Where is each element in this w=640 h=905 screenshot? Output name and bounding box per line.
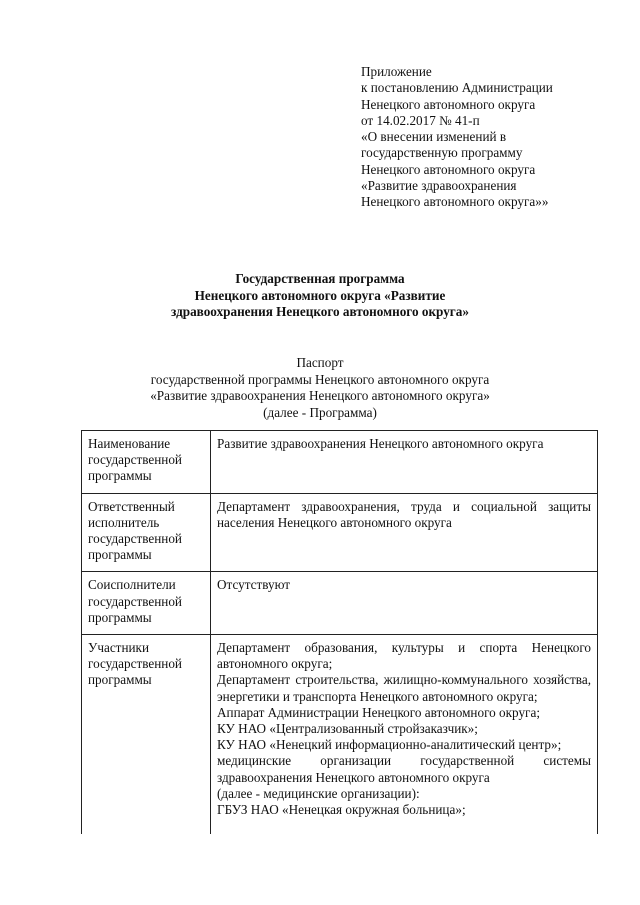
label-line: государственной [88, 452, 182, 468]
label-line: исполнитель [88, 514, 160, 530]
appendix-line: Ненецкого автономного округа»» [361, 194, 549, 210]
table-row [82, 493, 598, 572]
title-line: здравоохранения Ненецкого автономного округа» [171, 304, 469, 319]
passport-table [81, 430, 598, 834]
label-line: Соисполнители [88, 577, 176, 593]
appendix-line: от 14.02.2017 № 41-п [361, 112, 480, 128]
table-row [82, 431, 598, 494]
appendix-line: «Развитие здравоохранения [361, 178, 517, 194]
value-line: (далее - медицинские организации): [217, 785, 420, 801]
program-title [0, 271, 640, 321]
passport-line: государственной программы Ненецкого автономного округа [150, 371, 490, 387]
row-label [82, 431, 211, 494]
appendix-line: «О внесении изменений в [361, 129, 507, 145]
row-label [82, 635, 211, 835]
table-row [82, 635, 598, 835]
appendix-block [361, 64, 553, 211]
passport-line: (далее - Программа) [263, 404, 377, 420]
label-line: государственной [88, 593, 182, 609]
value-line: ГБУЗ НАО «Ненецкая окружная больница»; [217, 802, 466, 818]
label-line: программы [88, 609, 152, 625]
appendix-line: государственную программу [361, 145, 523, 161]
value-line: КУ НАО «Ненецкий информационно-аналитический центр»; [217, 737, 562, 753]
row-label [82, 572, 211, 635]
label-line: Наименование [88, 436, 171, 451]
value-line: Развитие здравоохранения Ненецкого автономного округа [217, 436, 544, 451]
value-line: Аппарат Администрации Ненецкого автономного округа; [217, 704, 540, 720]
title-line: Государственная программа [235, 271, 405, 286]
value-line: медицинские организации государственной системы здравоохранения Ненецкого автономного округа [217, 753, 591, 785]
label-line: программы [88, 547, 152, 563]
passport-line: «Развитие здравоохранения Ненецкого автономного округа» [150, 388, 490, 403]
value-line: КУ НАО «Централизованный стройзаказчик»; [217, 721, 478, 737]
row-value [211, 572, 598, 635]
value-line: Департамент строительства, жилищно-коммунального хозяйства, энергетики и транспорта Ненецкого автономного округа; [217, 672, 591, 704]
table-row [82, 572, 598, 635]
appendix-line: к постановлению Администрации [361, 80, 553, 96]
title-line: Ненецкого автономного округа «Развитие [194, 287, 446, 303]
row-value [211, 635, 598, 835]
label-line: государственной [88, 656, 182, 672]
row-value [211, 493, 598, 572]
appendix-line: Приложение [361, 64, 432, 79]
appendix-line: Ненецкого автономного округа [361, 96, 536, 112]
value-line: Отсутствуют [217, 577, 291, 593]
label-line: программы [88, 672, 152, 688]
value-line: Департамент здравоохранения, труда и социальной защиты населения Ненецкого автономного округа [217, 498, 591, 530]
label-line: программы [88, 468, 152, 484]
row-value [211, 431, 598, 494]
passport-heading [0, 355, 640, 421]
appendix-line: Ненецкого автономного округа [361, 161, 536, 177]
label-line: Участники [88, 640, 150, 656]
passport-line: Паспорт [296, 355, 344, 370]
label-line: Ответственный [88, 498, 175, 514]
value-line: Департамент образования, культуры и спорта Ненецкого автономного округа; [217, 640, 591, 672]
row-label [82, 493, 211, 572]
label-line: государственной [88, 531, 182, 547]
